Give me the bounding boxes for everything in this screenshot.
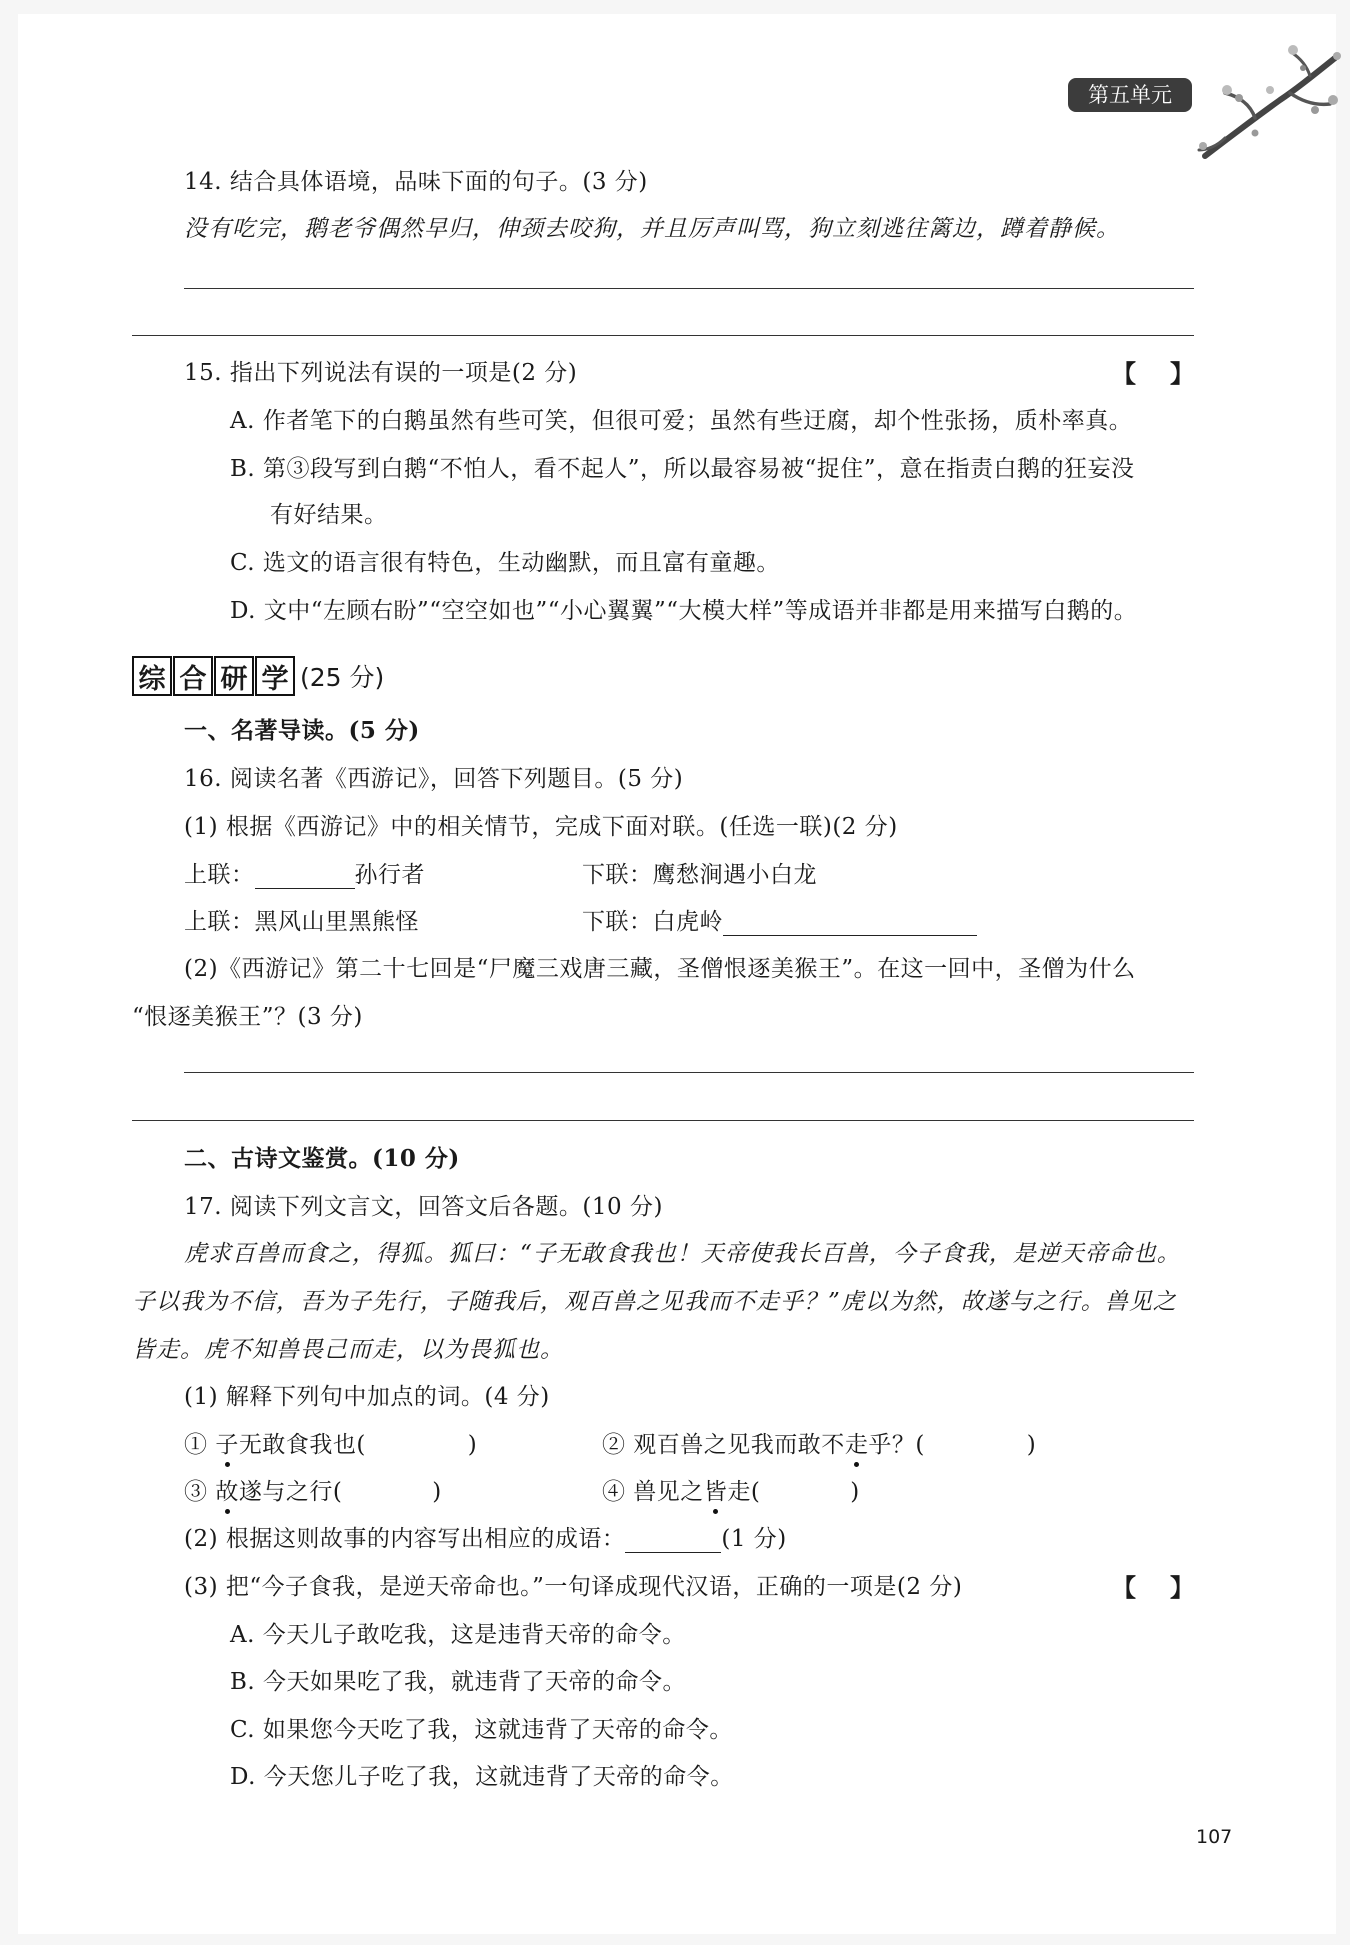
q17-sub1: (1) 解释下列句中加点的词。(4 分) (184, 1384, 550, 1410)
q17-title: 17. 阅读下列文言文，回答文后各题。(10 分) (184, 1194, 663, 1220)
q15-bracket-left: 【 (1112, 359, 1136, 388)
couplet2-upper: 上联：黑风山里黑熊怪 (184, 909, 419, 935)
close-paren: ) (432, 1479, 442, 1505)
q17-text-line2: 子以我为不信，吾为子先行，子随我后，观百兽之见我而不走乎？”虎以为然，故遂与之行。兽见之 (132, 1289, 1177, 1315)
q14-quote: 没有吃完，鹅老爷偶然早归，伸颈去咬狗，并且厉声叫骂，狗立刻逃往篱边，蹲着静候。 (184, 216, 1120, 242)
plum-branch-icon (1195, 38, 1345, 168)
dotted-char: 子 (215, 1432, 239, 1458)
q17-word-1 (184, 1426, 477, 1459)
unit-badge: 第五单元 (1068, 78, 1192, 112)
word-prefix: ③ (184, 1479, 216, 1505)
q16-answer-line-1[interactable] (184, 1072, 1194, 1073)
couplet2-lower (582, 903, 977, 936)
close-paren: ) (1026, 1432, 1037, 1458)
q17-word-4 (602, 1473, 860, 1506)
q15-title: 15. 指出下列说法有误的一项是(2 分) (184, 360, 578, 386)
word-suffix: 遂与之行( (238, 1479, 343, 1505)
q16-sub1: (1) 根据《西游记》中的相关情节，完成下面对联。(任选一联)(2 分) (184, 814, 898, 840)
q17-bracket-right: 】 (1170, 1573, 1194, 1602)
q17-sub3: (3) 把“今子食我，是逆天帝命也。”一句译成现代汉语，正确的一项是(2 分) (184, 1574, 963, 1600)
section-title (132, 656, 384, 696)
q17-sub2 (184, 1520, 787, 1553)
q17-option-a: A. 今天儿子敢吃我，这是违背天帝的命令。 (230, 1622, 686, 1648)
word-suffix: 乎？( (868, 1432, 925, 1458)
couplet1-lower: 下联：鹰愁涧遇小白龙 (582, 862, 817, 888)
section-title-char: 综 (132, 656, 172, 696)
dotted-char: 走 (844, 1432, 869, 1458)
dotted-char: 皆 (703, 1479, 728, 1505)
word-prefix: ② 观百兽之见我而敢不 (602, 1432, 845, 1458)
q17-option-c: C. 如果您今天吃了我，这就违背了天帝的命令。 (230, 1717, 733, 1743)
q17-text-line3: 皆走。虎不知兽畏己而走，以为畏狐也。 (132, 1337, 564, 1363)
q15-option-c: C. 选文的语言很有特色，生动幽默，而且富有童趣。 (230, 550, 780, 576)
couplet1-upper-prefix: 上联： (184, 862, 255, 888)
q17-bracket-left: 【 (1112, 1573, 1136, 1602)
q17-word-3 (184, 1473, 442, 1506)
q14-answer-line-2[interactable] (132, 335, 1194, 336)
couplet2-blank[interactable] (723, 909, 977, 936)
q17-option-d: D. 今天您儿子吃了我，这就违背了天帝的命令。 (230, 1764, 734, 1790)
dotted-char: 故 (215, 1479, 239, 1505)
close-paren: ) (467, 1432, 478, 1458)
couplet2-lower-prefix: 下联：白虎岭 (582, 909, 723, 935)
word-suffix: 走( (727, 1479, 761, 1505)
section-title-char: 合 (173, 656, 213, 696)
q14-title: 14. 结合具体语境，品味下面的句子。(3 分) (184, 169, 648, 195)
q15-option-b: B. 第③段写到白鹅“不怕人，看不起人”，所以最容易被“捉住”，意在指责白鹅的狂妄没 (230, 456, 1135, 482)
couplet1-upper-suffix: 孙行者 (354, 862, 425, 888)
couplet1-upper (184, 856, 425, 889)
q14-answer-line-1[interactable] (184, 288, 1194, 289)
part1-heading: 一、名著导读。(5 分) (184, 717, 420, 744)
section-title-char: 学 (255, 656, 295, 696)
page-number: 107 (1196, 1826, 1233, 1848)
word-suffix: 无敢食我也( (238, 1432, 366, 1458)
q16-title: 16. 阅读名著《西游记》，回答下列题目。(5 分) (184, 766, 684, 792)
section-title-char: 研 (214, 656, 254, 696)
word-prefix: ① (184, 1432, 216, 1458)
word-prefix: ④ 兽见之 (602, 1479, 704, 1505)
q17-word-2 (602, 1426, 1036, 1459)
part2-heading: 二、古诗文鉴赏。(10 分) (184, 1145, 460, 1172)
q16-sub2-line1: (2)《西游记》第二十七回是“尸魔三戏唐三藏，圣僧恨逐美猴王”。在这一回中，圣僧为什么 (184, 956, 1136, 982)
section-score: (25 分) (300, 663, 385, 692)
q15-option-d: D. 文中“左顾右盼”“空空如也”“小心翼翼”“大模大样”等成语并非都是用来描写白鹅的。 (230, 598, 1138, 624)
close-paren: ) (850, 1479, 860, 1505)
q17-sub2-score: (1 分) (721, 1526, 787, 1552)
q17-text-line1: 虎求百兽而食之，得狐。狐曰：“子无敢食我也！天帝使我长百兽，今子食我，是逆天帝命也。 (184, 1241, 1181, 1267)
q15-option-a: A. 作者笔下的白鹅虽然有些可笑，但很可爱；虽然有些迂腐，却个性张扬，质朴率真。 (230, 408, 1133, 434)
q16-sub2-line2: “恨逐美猴王”？(3 分) (132, 1004, 363, 1030)
q15-bracket-right: 】 (1170, 359, 1194, 388)
q16-answer-line-2[interactable] (132, 1120, 1194, 1121)
couplet1-blank[interactable] (255, 862, 355, 889)
q17-option-b: B. 今天如果吃了我，就违背了天帝的命令。 (230, 1669, 687, 1695)
q15-option-b-cont: 有好结果。 (270, 502, 388, 528)
idiom-blank[interactable] (625, 1526, 721, 1553)
q17-sub2-prefix: (2) 根据这则故事的内容写出相应的成语： (184, 1526, 626, 1552)
